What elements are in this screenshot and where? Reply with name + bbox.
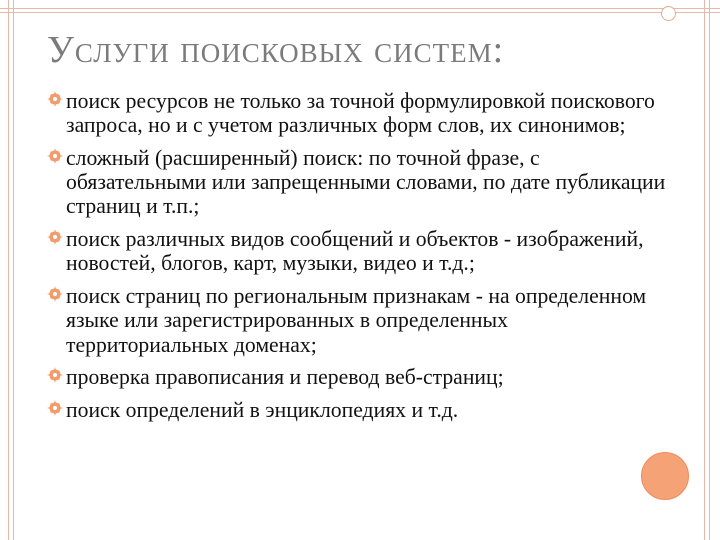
decorative-orange-circle [641, 452, 689, 500]
orange-flower-bullet-icon [46, 90, 66, 110]
orange-flower-bullet-icon [46, 147, 66, 167]
bullet-text: сложный (расширенный) поиск: по точной фразе, с обязательными или запрещенными словами, по дате публикации страниц и т.п.; [66, 146, 666, 219]
top-border-line [0, 8, 720, 9]
orange-flower-bullet-icon [46, 366, 66, 386]
left-border-line [8, 0, 9, 540]
list-item [46, 146, 666, 219]
bullet-text: проверка правописания и перевод веб-страниц; [66, 365, 504, 390]
left-border-line-inner [13, 0, 14, 540]
bullet-text: поиск различных видов сообщений и объектов - изображений, новостей, блогов, карт, музыки, видео и т.д.; [66, 227, 644, 276]
right-border-line [704, 0, 705, 540]
list-item [46, 284, 666, 357]
orange-flower-bullet-icon [46, 285, 66, 305]
list-item [46, 365, 666, 389]
orange-flower-bullet-icon [46, 228, 66, 248]
bullet-text: поиск определений в энциклопедиях и т.д. [66, 398, 459, 423]
list-item [46, 398, 666, 422]
right-border-line-inner [709, 0, 710, 540]
top-border-line-inner [0, 12, 720, 13]
bullet-list [46, 89, 666, 431]
list-item [46, 227, 666, 275]
bullet-text: поиск страниц по региональным признакам - на определенном языке или зарегистрированных в определенных территориальных доменах; [66, 284, 647, 357]
bullet-text: поиск ресурсов не только за точной формулировкой поискового запроса, но и с учетом различных форм слов, их синонимов; [66, 89, 655, 138]
decorative-small-circle [661, 6, 676, 21]
orange-flower-bullet-icon [46, 399, 66, 419]
slide-title: Услуги поисковых систем: [47, 29, 505, 71]
list-item [46, 89, 666, 137]
